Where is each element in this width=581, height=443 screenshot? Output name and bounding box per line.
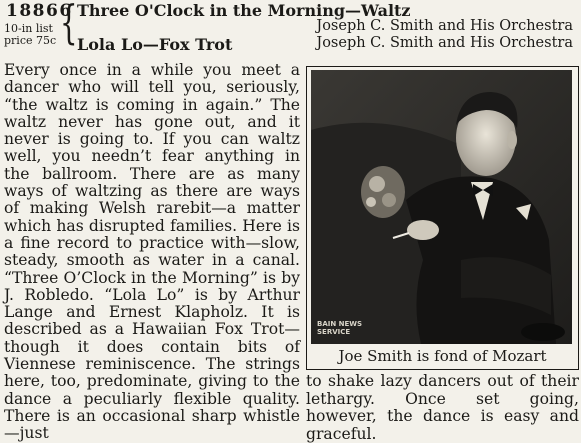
article-body-right: to shake lazy dancers out of their lethargy. Once set going, however, the dance is easy and graceful. — [306, 372, 579, 443]
watermark-line-2: SERVICE — [317, 328, 351, 336]
record-header — [0, 0, 581, 58]
photo-frame — [306, 66, 579, 370]
portrait-photo — [311, 70, 572, 344]
price-line-2: price 75c — [4, 34, 57, 47]
photo-watermark — [317, 320, 362, 336]
song-artist-2: Joseph C. Smith and His Orchestra — [316, 35, 573, 51]
brace-glyph: { — [60, 0, 78, 49]
catalog-number: 18866 — [6, 1, 73, 21]
article-body-left: Every once in a while you meet a dancer who will tell you, seriously, “the waltz is coming in again.” The waltz never has gone out, and it never is going to. If you can waltz well, you needn’t fear anything in the ballroom. There are as many ways of waltzing as there are ways of making Welsh rarebit—a matter which has disrupted families. Here is a fine record to practice with—slow, steady, smooth as water in a canal. “Three O’Clock in the Morning” is by J. Robledo. “Lola Lo” is by Arthur Lange and Ernest Klapholz. It is described as a Hawaiian Fox Trot—though it does contain bits of Viennese reminiscence. The strings here, too, predominate, giving to the dance a peculiarly flexible quality. There is an occasional sharp whistle—just — [4, 61, 300, 443]
price-line-1: 10-in list — [4, 22, 53, 35]
song-artist-1: Joseph C. Smith and His Orchestra — [316, 18, 573, 34]
song-title-2: Lola Lo—Fox Trot — [77, 35, 233, 54]
song-title-1: Three O'Clock in the Morning—Waltz — [77, 1, 411, 20]
photo-caption: Joe Smith is fond of Mozart — [338, 347, 547, 365]
watermark-line-1: BAIN NEWS — [317, 320, 363, 328]
price-info — [4, 23, 56, 47]
